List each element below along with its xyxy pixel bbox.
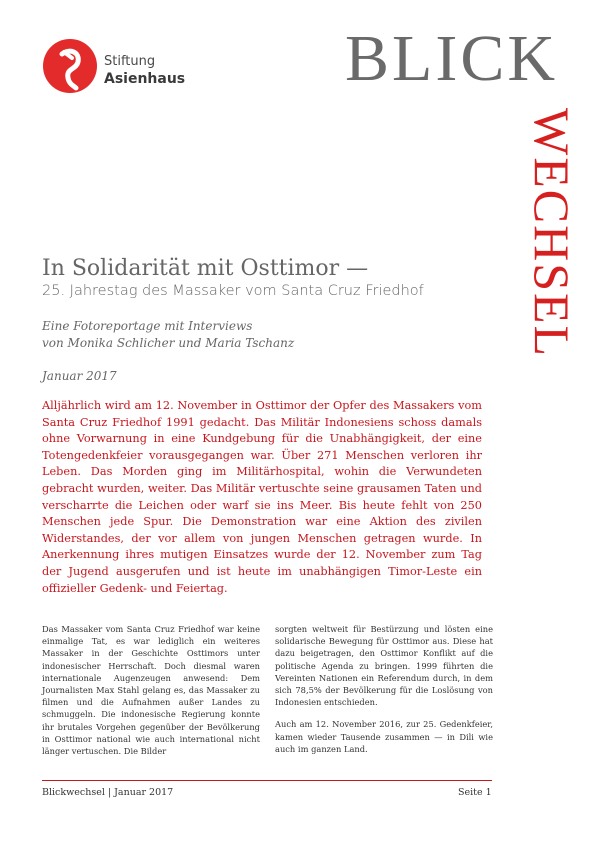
byline-line-1: Eine Fotoreportage mit Interviews bbox=[42, 319, 253, 333]
body-paragraph: Auch am 12. November 2016, zur 25. Gedenkfeier, kamen wieder Tausende zusammen — in Dili wie auch im ganzen Land. bbox=[275, 719, 493, 754]
logo-asienhaus: Asienhaus bbox=[104, 71, 186, 87]
body-paragraph: Das Massaker vom Santa Cruz Friedhof war keine einmalige Tat, es war lediglich ein weiteres Massaker in der Geschichte Osttimors unter indonesischer Herrschaft. Doch diesmal waren internationale Augenzeugen anwesend: Dem Journalisten Max Stahl gelang es, das Massaker zu filmen und die Aufnahmen außer Landes zu schmuggeln. Die indonesische Regierung konnte ihr brutales Vorgehen gegenüber der Bevölkerung in Osttimor national wie auch international nicht länger vertuschen. Die Bilder bbox=[42, 624, 260, 757]
asienhaus-logo-icon bbox=[42, 38, 98, 94]
body-column-right bbox=[275, 623, 493, 765]
logo-stiftung: Stiftung bbox=[104, 54, 156, 69]
article-byline bbox=[42, 318, 294, 352]
masthead-blick: BLICK bbox=[345, 22, 558, 95]
article-date: Januar 2017 bbox=[42, 369, 117, 383]
footer-page-number: Seite 1 bbox=[458, 787, 492, 798]
body-paragraph: sorgten weltweit für Bestürzung und lösten eine solidarische Bewegung für Osttimor aus. Diese hat dazu beigetragen, den Osttimor Konflikt auf die politische Agenda zu bringen. 1999 führten die Vereinten Nationen ein Referendum durch, in dem sich 78,5% der Bevölkerung für die Loslösung von Indonesien entschieden. bbox=[275, 624, 493, 708]
lead-paragraph: Alljährlich wird am 12. November in Osttimor der Opfer des Massakers vom Santa Cruz Friedhof 1991 gedacht. Das Militär Indonesiens schoss damals ohne Vorwarnung in eine Kundgebung für die Unabhängigkeit, der eine Totengedenkfeier vorausgegangen war. Über 271 Menschen verloren ihr Leben. Das Morden ging im Militärhospital, wohin die Verwundeten gebracht wurden, weiter. Das Militär vertuschte seine grausamen Taten und verscharrte die Leichen oder warf sie ins Meer. Bis heute fehlt von 250 Menschen jede Spur. Die Demonstration war eine Aktion des zivilen Widerstandes, der vor allem von jungen Menschen getragen wurde. In Anerkennung ihres mutigen Einsatzes wurde der 12. November zum Tag der Jugend ausgerufen und ist heute im unabhängigen Timor-Leste ein offizieller Gedenk- und Feiertag. bbox=[42, 399, 482, 595]
footer-divider bbox=[42, 780, 492, 781]
body-column-left bbox=[42, 623, 260, 767]
byline-line-2: von Monika Schlicher und Maria Tschanz bbox=[42, 336, 295, 350]
footer-publication: Blickwechsel | Januar 2017 bbox=[42, 787, 174, 798]
logo bbox=[42, 38, 202, 98]
article-title: In Solidarität mit Osttimor — bbox=[42, 256, 369, 281]
masthead-wechsel: WECHSEL bbox=[524, 108, 580, 359]
article-subtitle: 25. Jahrestag des Massaker vom Santa Cruz Friedhof bbox=[42, 283, 424, 299]
